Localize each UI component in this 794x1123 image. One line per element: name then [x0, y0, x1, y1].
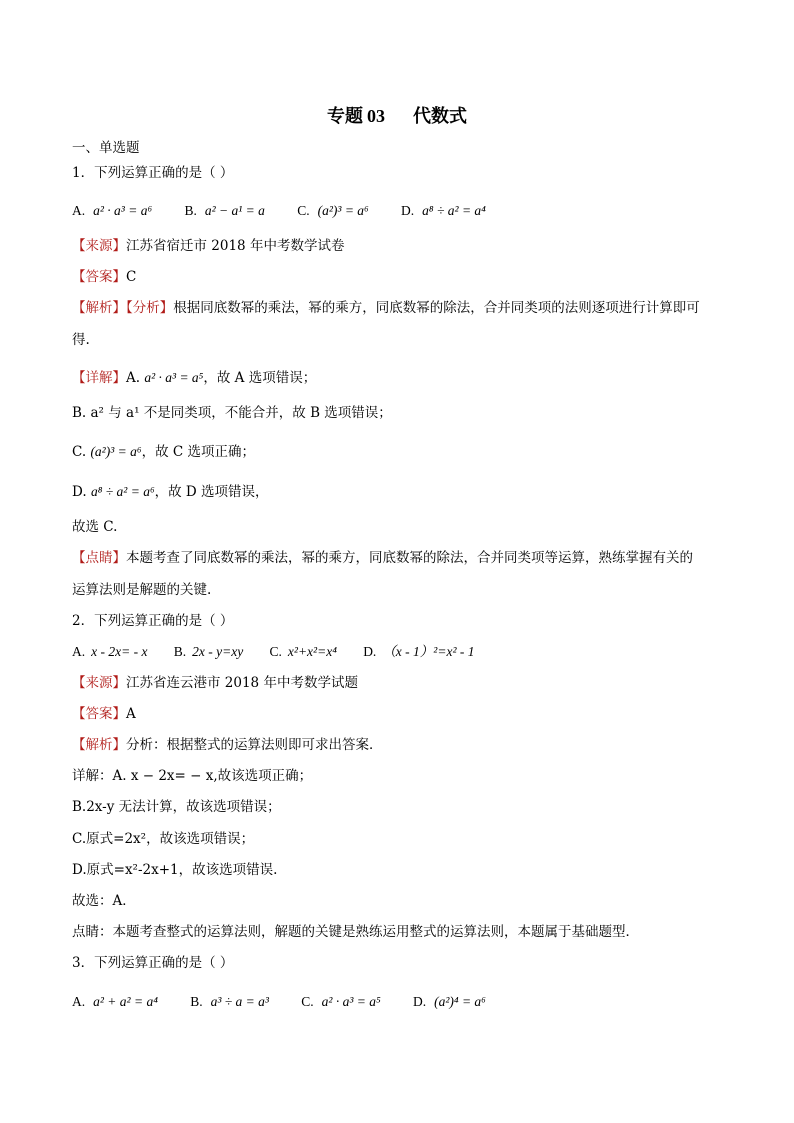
section-heading: 一、单选题	[72, 140, 140, 156]
q2-detail-2: B.2x-y 无法计算，故该选项错误；	[72, 799, 281, 815]
q1-detail-a	[72, 368, 316, 388]
analysis-text: 分析：根据整式的运算法则即可求出答案．	[126, 737, 383, 753]
title-sub: 代数式	[413, 106, 467, 127]
q3-option-a[interactable]: A. a² + a² = a⁴	[72, 994, 158, 1009]
q3-option-b[interactable]: B. a³ ÷ a = a³	[190, 994, 269, 1009]
q1-comment-cont: 运算法则是解题的关键.	[72, 582, 212, 598]
q2-detail-3: C.原式=2x²，故该选项错误；	[72, 831, 255, 847]
detail-d-expr: a⁸ ÷ a² = a⁶	[90, 484, 155, 499]
source-tag: 【来源】	[72, 675, 126, 691]
comment-tag: 【点睛】	[72, 550, 126, 566]
source-text: 江苏省宿迁市 2018 年中考数学试卷	[126, 238, 345, 254]
detail-c-label: C.	[72, 444, 87, 460]
q1-source	[72, 236, 344, 256]
q1-options	[72, 201, 514, 221]
page-title	[0, 102, 794, 128]
detail-c-tail: ，故 C 选项正确；	[141, 444, 255, 460]
q1-option-c[interactable]: C. (a²)³ = a⁶	[297, 203, 369, 218]
q2-source	[72, 673, 358, 693]
answer-value: A	[126, 706, 136, 722]
q3-option-c[interactable]: C. a² · a³ = a⁵	[301, 994, 381, 1009]
q2-analysis	[72, 735, 383, 755]
analysis-tag: 【解析】	[72, 737, 126, 753]
q2-options	[72, 642, 497, 662]
q2-option-d[interactable]: D. （x - 1）²=x² - 1	[363, 644, 475, 659]
q1-detail-b: B. a² 与 a¹ 不是同类项，不能合并，故 B 选项错误；	[72, 405, 392, 421]
q2-detail-4: D.原式=x²-2x+1，故该选项错误.	[72, 862, 278, 878]
q1-detail-d	[72, 482, 269, 502]
detail-tag: 【详解】	[72, 370, 126, 386]
q1-option-b[interactable]: B. a² − a¹ = a	[184, 203, 265, 218]
q1-comment	[72, 548, 693, 568]
q2-detail-1: 详解：A. x − 2x= − x,故该选项正确；	[72, 768, 313, 784]
q1-choose: 故选 C.	[72, 519, 118, 535]
detail-a-label: A.	[126, 370, 141, 386]
q2-choose: 故选：A．	[72, 893, 136, 909]
title-main: 专题	[327, 106, 363, 127]
detail-d-tail: ，故 D 选项错误，	[154, 484, 269, 500]
detail-a-tail: ，故 A 选项错误；	[203, 370, 317, 386]
q1-analysis-cont: 得.	[72, 332, 90, 348]
q2-answer	[72, 704, 136, 724]
q3-option-d[interactable]: D. (a²)⁴ = a⁶	[412, 994, 486, 1009]
q1-answer	[72, 267, 136, 287]
source-tag: 【来源】	[72, 238, 126, 254]
analysis-tag: 【解析】【分析】	[72, 300, 174, 316]
q2-option-c[interactable]: C. x²+x²=x⁴	[269, 644, 337, 659]
detail-a-expr: a² · a³ = a⁵	[144, 370, 204, 385]
answer-value: C	[126, 269, 137, 285]
q2-stem: 2．下列运算正确的是（ ）	[72, 613, 234, 629]
q2-option-b[interactable]: B. 2x - y=xy	[173, 644, 244, 659]
q2-comment: 点睛：本题考查整式的运算法则，解题的关键是熟练运用整式的运算法则，本题属于基础题型．	[72, 924, 639, 940]
answer-tag: 【答案】	[72, 706, 126, 722]
q3-stem: 3．下列运算正确的是（ ）	[72, 955, 234, 971]
q1-stem: 1．下列运算正确的是（ ）	[72, 165, 234, 181]
analysis-text: 根据同底数幂的乘法，幂的乘方，同底数幂的除法，合并同类项的法则逐项进行计算即可	[173, 300, 700, 316]
detail-c-expr: (a²)³ = a⁶	[90, 444, 142, 459]
title-number: 03	[367, 106, 385, 126]
q1-analysis	[72, 298, 700, 318]
q1-option-a[interactable]: A. a² · a³ = a⁶	[72, 203, 153, 218]
q2-option-a[interactable]: A. x - 2x= - x	[72, 644, 148, 659]
q1-option-d[interactable]: D. a⁸ ÷ a² = a⁴	[401, 203, 486, 218]
answer-tag: 【答案】	[72, 269, 126, 285]
detail-d-label: D.	[72, 484, 87, 500]
q3-options	[72, 992, 514, 1012]
q1-detail-c	[72, 442, 255, 462]
source-text: 江苏省连云港市 2018 年中考数学试题	[126, 675, 358, 691]
comment-text: 本题考查了同底数幂的乘法，幂的乘方，同底数幂的除法，合并同类项等运算，熟练掌握有关的	[126, 550, 693, 566]
